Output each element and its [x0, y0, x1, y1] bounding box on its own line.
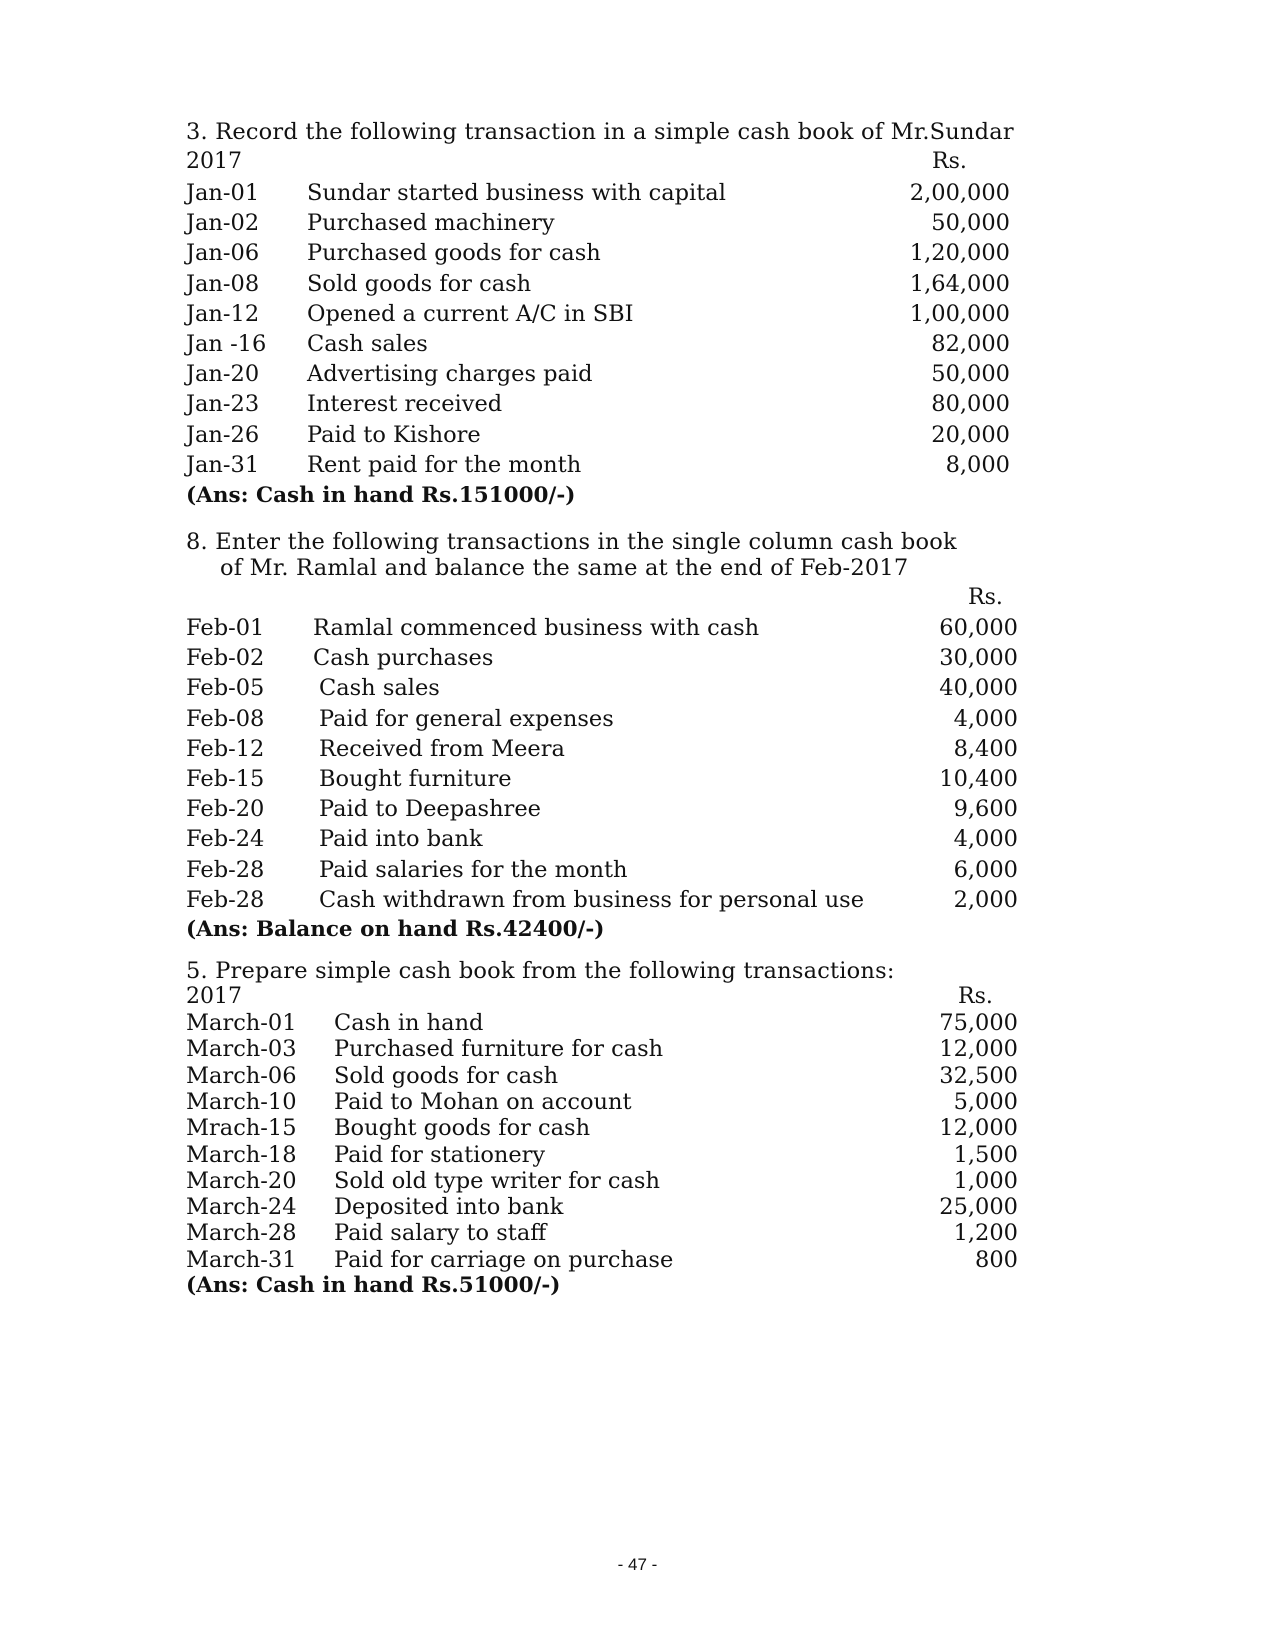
question-5-year: 2017	[186, 984, 242, 1009]
transaction-row	[186, 301, 1010, 331]
question-8-rs-label: Rs.	[968, 585, 1003, 610]
transaction-date: Feb-05	[186, 675, 265, 702]
transaction-description: Cash sales	[319, 675, 440, 702]
transaction-description: Purchased goods for cash	[307, 240, 601, 267]
transaction-date: Jan-12	[186, 300, 260, 327]
transaction-date: March-24	[186, 1194, 297, 1221]
transaction-description: Paid salaries for the month	[319, 856, 628, 883]
transaction-row	[186, 391, 1010, 421]
transaction-amount: 25,000	[939, 1194, 1018, 1221]
transaction-description: Deposited into bank	[334, 1194, 564, 1221]
transaction-date: Feb-12	[186, 735, 265, 762]
transaction-date: Jan-08	[186, 270, 260, 297]
transaction-amount: 8,000	[945, 451, 1010, 478]
transaction-date: Feb-02	[186, 645, 265, 672]
question-5-rs-label: Rs.	[958, 984, 993, 1009]
transaction-amount: 60,000	[939, 615, 1018, 641]
transaction-amount: 6,000	[953, 856, 1018, 883]
transaction-amount: 30,000	[939, 645, 1018, 672]
transaction-date: March-28	[186, 1220, 297, 1247]
transaction-date: Jan-01	[186, 180, 260, 206]
transaction-date: March-10	[186, 1088, 297, 1115]
transaction-description: Purchased furniture for cash	[334, 1036, 664, 1063]
question-8-answer: (Ans: Balance on hand Rs.42400/-)	[186, 917, 605, 942]
transaction-amount: 50,000	[931, 210, 1010, 237]
transaction-description: Paid for general expenses	[319, 705, 614, 732]
transaction-amount: 75,000	[939, 1010, 1018, 1036]
transaction-description: Cash sales	[307, 331, 428, 357]
transaction-description: Cash withdrawn from business for personal use	[319, 886, 865, 913]
transaction-row	[186, 766, 1018, 796]
transaction-row	[186, 706, 1018, 736]
question-5-heading: 5. Prepare simple cash book from the following transactions:	[186, 958, 895, 984]
transaction-description: Cash purchases	[313, 645, 494, 672]
transaction-amount: 1,000	[953, 1167, 1018, 1194]
transaction-row	[186, 422, 1010, 452]
transaction-amount: 9,600	[953, 796, 1018, 823]
page-number: - 47 -	[617, 1555, 658, 1574]
transaction-description: Rent paid for the month	[307, 451, 582, 478]
transaction-row	[186, 857, 1018, 887]
transaction-date: March-06	[186, 1062, 297, 1089]
transaction-date: March-01	[186, 1010, 297, 1036]
transaction-row	[186, 796, 1018, 826]
transaction-description: Ramlal commenced business with cash	[313, 615, 760, 641]
transaction-row	[186, 887, 1018, 917]
transaction-date: Jan -16	[186, 331, 267, 357]
transaction-date: Jan-20	[186, 361, 260, 388]
transaction-description: Paid to Mohan on account	[334, 1088, 632, 1115]
transaction-row	[186, 180, 1010, 210]
transaction-amount: 8,400	[953, 735, 1018, 762]
transaction-date: Feb-20	[186, 796, 265, 823]
transaction-amount: 800	[975, 1246, 1018, 1273]
transaction-date: March-20	[186, 1167, 297, 1194]
transaction-row	[186, 331, 1010, 361]
transaction-row	[186, 210, 1010, 240]
transaction-amount: 1,500	[953, 1141, 1018, 1168]
transaction-amount: 10,400	[939, 766, 1018, 792]
transaction-date: Jan-31	[186, 451, 260, 478]
question-5-answer: (Ans: Cash in hand Rs.51000/-)	[186, 1273, 561, 1298]
transaction-amount: 5,000	[953, 1088, 1018, 1115]
transaction-description: Paid for carriage on purchase	[334, 1246, 674, 1273]
transaction-amount: 1,00,000	[909, 300, 1010, 327]
question-8-heading-line1: 8. Enter the following transactions in the single column cash book	[186, 529, 957, 555]
transaction-amount: 1,64,000	[909, 270, 1010, 297]
transaction-date: March-03	[186, 1036, 297, 1063]
transaction-row	[186, 240, 1010, 270]
transaction-description: Paid to Kishore	[307, 421, 481, 448]
transaction-description: Sold old type writer for cash	[334, 1167, 660, 1194]
transaction-amount: 20,000	[931, 421, 1010, 448]
transaction-date: Feb-28	[186, 886, 265, 913]
transaction-amount: 50,000	[931, 361, 1010, 388]
transaction-amount: 12,000	[939, 1036, 1018, 1063]
transaction-description: Paid for stationery	[334, 1141, 546, 1168]
transaction-description: Interest received	[307, 391, 503, 418]
transaction-date: Mrach-15	[186, 1115, 297, 1142]
transaction-description: Received from Meera	[319, 735, 565, 762]
transaction-date: Jan-26	[186, 421, 260, 448]
transaction-description: Opened a current A/C in SBI	[307, 300, 634, 327]
question-3-rs-label: Rs.	[932, 149, 967, 174]
transaction-row	[186, 826, 1018, 856]
transaction-description: Paid salary to staff	[334, 1220, 547, 1247]
transaction-description: Bought goods for cash	[334, 1115, 591, 1142]
transaction-description: Sundar started business with capital	[307, 180, 726, 206]
transaction-amount: 1,20,000	[909, 240, 1010, 267]
transaction-row	[186, 361, 1010, 391]
transaction-amount: 12,000	[939, 1115, 1018, 1142]
transaction-amount: 40,000	[939, 675, 1018, 702]
transaction-row	[186, 452, 1010, 482]
question-3-answer: (Ans: Cash in hand Rs.151000/-)	[186, 483, 576, 508]
transaction-description: Sold goods for cash	[334, 1062, 559, 1089]
transaction-amount: 32,500	[939, 1062, 1018, 1089]
transaction-row	[186, 271, 1010, 301]
transaction-amount: 4,000	[953, 826, 1018, 853]
transaction-amount: 2,000	[953, 886, 1018, 913]
transaction-date: Feb-01	[186, 615, 265, 641]
transaction-row	[186, 736, 1018, 766]
transaction-description: Purchased machinery	[307, 210, 555, 237]
transaction-amount: 2,00,000	[909, 180, 1010, 206]
transaction-amount: 82,000	[931, 331, 1010, 357]
transaction-amount: 80,000	[931, 391, 1010, 418]
transaction-row	[186, 675, 1018, 705]
question-8-heading-line2: of Mr. Ramlal and balance the same at the end of Feb-2017	[220, 555, 909, 581]
transaction-description: Sold goods for cash	[307, 270, 532, 297]
transaction-row	[186, 645, 1018, 675]
transaction-description: Paid to Deepashree	[319, 796, 541, 823]
transaction-amount: 4,000	[953, 705, 1018, 732]
transaction-description: Bought furniture	[319, 766, 512, 792]
transaction-date: Jan-06	[186, 240, 260, 267]
transaction-date: Jan-23	[186, 391, 260, 418]
question-3-heading: 3. Record the following transaction in a simple cash book of Mr.Sundar	[186, 119, 1014, 145]
transaction-description: Paid into bank	[319, 826, 483, 853]
transaction-date: Feb-24	[186, 826, 265, 853]
transaction-date: Jan-02	[186, 210, 260, 237]
transaction-date: Feb-15	[186, 766, 265, 792]
transaction-date: March-18	[186, 1141, 297, 1168]
transaction-amount: 1,200	[953, 1220, 1018, 1247]
transaction-date: Feb-08	[186, 705, 265, 732]
transaction-description: Advertising charges paid	[307, 361, 593, 388]
transaction-description: Cash in hand	[334, 1010, 484, 1036]
question-3-year: 2017	[186, 149, 242, 174]
transaction-row	[186, 615, 1018, 645]
transaction-date: Feb-28	[186, 856, 265, 883]
transaction-date: March-31	[186, 1246, 297, 1273]
